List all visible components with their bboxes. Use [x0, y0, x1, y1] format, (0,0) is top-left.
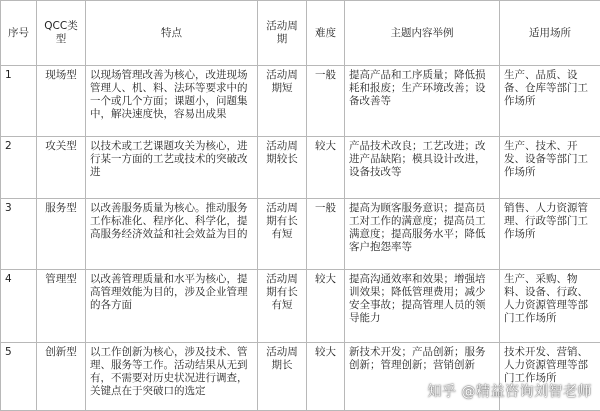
table-row	[1, 66, 600, 137]
table-row	[1, 136, 600, 198]
row-difficulty: 较大	[307, 343, 345, 411]
header-num: 序号	[1, 1, 37, 66]
header-difficulty: 难度	[307, 1, 345, 66]
row-difficulty: 较大	[307, 136, 345, 198]
header-feature: 特点	[86, 1, 258, 66]
row-place: 生产、采购、物料、设备、行政、人力资源管理等部门工作场所	[500, 269, 600, 343]
table-row	[1, 199, 600, 270]
row-cycle: 活动周期短	[258, 66, 307, 137]
row-feature: 以技术或工艺课题攻关为核心，进行某一方面的工艺或技术的突破改进	[86, 136, 258, 198]
row-type: 管理型	[37, 269, 86, 343]
row-feature: 以改善管理质量和水平为核心，提高管理效能为目的，涉及企业管理的各方面	[86, 269, 258, 343]
row-num: 1	[1, 66, 37, 137]
header-topic: 主题内容举例	[345, 1, 500, 66]
row-topic: 提高沟通效率和效果；增强培训效果；降低管理费用；减少安全事故；提高管理人员的领导能力	[345, 269, 500, 343]
header-cycle: 活动周期	[258, 1, 307, 66]
row-type: 创新型	[37, 343, 86, 411]
row-feature: 以改善服务质量为核心。推动服务工作标准化、程序化、科学化，提高服务经济效益和社会效益为目的	[86, 199, 258, 270]
row-feature: 以工作创新为核心，涉及技术、管理、服务等工作。活动结果从无到有，不需要对历史状况进行调查，关键点在于突破口的选定	[86, 343, 258, 411]
row-cycle: 活动周期有长有短	[258, 199, 307, 270]
row-type: 服务型	[37, 199, 86, 270]
row-num: 3	[1, 199, 37, 270]
row-topic: 提高为顾客服务意识；提高员工对工作的满意度；提高员工满意度；提高服务水平；降低客户抱怨率等	[345, 199, 500, 270]
row-place: 销售、人力资源管理、行政等部门工作场所	[500, 199, 600, 270]
row-place: 技术开发、营销、人力资源管理等部门工作场所	[500, 343, 600, 411]
row-place: 生产、品质、设备、仓库等部门工作场所	[500, 66, 600, 137]
zhihu-watermark: 知乎 @精益咨询刘智老师	[427, 384, 592, 400]
row-type: 攻关型	[37, 136, 86, 198]
row-topic: 产品技术改良；工艺改进；改进产品缺陷；模具设计改进，设备技改等	[345, 136, 500, 198]
row-num: 2	[1, 136, 37, 198]
row-difficulty: 较大	[307, 269, 345, 343]
row-num: 4	[1, 269, 37, 343]
row-topic: 新技术开发；产品创新；服务创新；管理创新；营销创新	[345, 343, 500, 411]
row-feature: 以现场管理改善为核心，改进现场管理人、机、料、法环等要求中的一个或几个方面；课题小，问题集中，解决速度快，容易出成果	[86, 66, 258, 137]
row-cycle: 活动周期较长	[258, 136, 307, 198]
header-row	[1, 1, 600, 66]
row-cycle: 活动周期长	[258, 343, 307, 411]
row-type: 现场型	[37, 66, 86, 137]
row-place: 生产、技术、开发、设备等部门工作场所	[500, 136, 600, 198]
header-type: QCC类型	[37, 1, 86, 66]
row-num: 5	[1, 343, 37, 411]
row-cycle: 活动周期有长有短	[258, 269, 307, 343]
row-topic: 提高产品和工序质量；降低损耗和报废；生产环境改善；设备改善等	[345, 66, 500, 137]
table-row	[1, 269, 600, 343]
row-difficulty: 一般	[307, 66, 345, 137]
row-difficulty: 一般	[307, 199, 345, 270]
header-place: 适用场所	[500, 1, 600, 66]
